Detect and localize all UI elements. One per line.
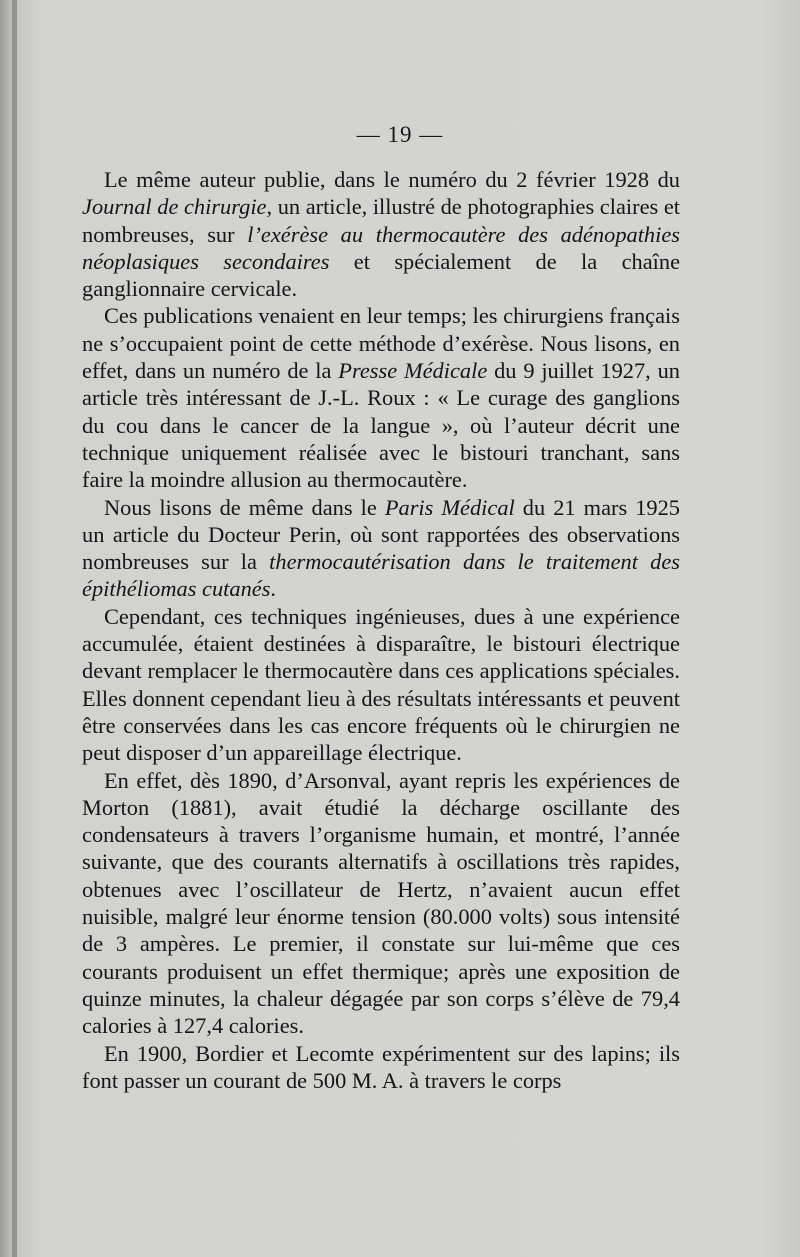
- article-title: thermocautérisation dans le traitement des épithéliomas cutanés: [82, 549, 680, 602]
- article-title: l’exérèse au thermocautère des adénopathies néoplasiques secondaires: [82, 221, 681, 274]
- journal-title: Paris Médical: [384, 494, 515, 520]
- body-text: [82, 166, 680, 1094]
- paragraph-2: Ces publications venaient en leur temps; les chirurgiens français ne s’occupaient point de cette méthode d’exérèse. Nous lisons, en effet, dans un numéro de la Presse Médicale du 9 juillet 1927, un article très intéressant de J.-L. Roux : « Le curage des ganglions du cou dans le cancer de la langue », où l’auteur décrit une technique uniquement réalisée avec le bistouri tranchant, sans faire la moindre allusion au thermocautère.: [82, 303, 680, 493]
- paragraph-5: En effet, dès 1890, d’Arsonval, ayant repris les expériences de Morton (1881), avait étudié la décharge oscillante des condensateurs à travers l’organisme humain, et montré, l’année suivante, que des courants alternatifs à oscillations très rapides, obtenues avec l’oscillateur de Hertz, n’avaient aucun effet nuisible, malgré leur énorme tension (80.000 volts) sous intensité de 3 ampères. Le premier, il constate sur lui-même que ces courants produisent un effet thermique; après une exposition de quinze minutes, la chaleur dégagée par son corps s’élève de 79,4 calories à 127,4 calories.: [82, 767, 680, 1039]
- journal-title: Presse Médicale: [338, 358, 488, 384]
- book-spine-shadow: [12, 0, 17, 1257]
- paragraph-1: Le même auteur publie, dans le numéro du 2 février 1928 du Journal de chirurgie, un article, illustré de photographies claires et nombreuses, sur l’exérèse au thermocautère des adénopathies néoplasiques secondaires et spécialement de la chaîne ganglionnaire cervicale.: [82, 167, 681, 302]
- paragraph-4: Cependant, ces techniques ingénieuses, dues à une expérience accumulée, étaient destinées à disparaître, le bistouri électrique devant remplacer le thermocautère dans ces applications spéciales. Elles donnent cependant lieu à des résultats intéressants et peuvent être conservées dans les cas encore fréquents où le chirurgien ne peut disposer d’un appareillage électrique.: [82, 603, 680, 766]
- page-number: — 19 —: [356, 122, 444, 147]
- paragraph-3: Nous lisons de même dans le Paris Médical du 21 mars 1925 un article du Docteur Perin, où sont rapportées des observations nombreuses sur la thermocautérisation dans le traitement des épithéliomas cutanés.: [82, 494, 680, 602]
- journal-title: Journal de chirurgie: [82, 194, 267, 220]
- paragraph-6: En 1900, Bordier et Lecomte expérimentent sur des lapins; ils font passer un courant de 500 M. A. à travers le corps: [82, 1040, 680, 1093]
